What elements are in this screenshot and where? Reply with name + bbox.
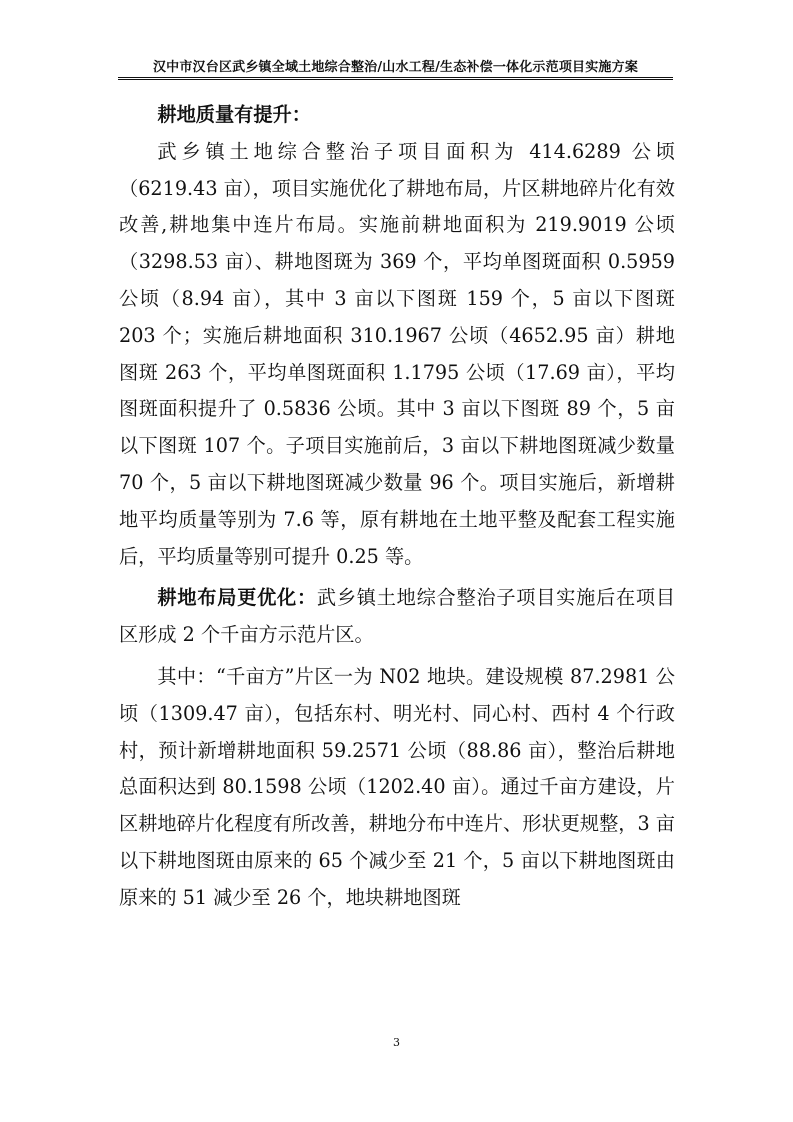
header-rule-thin — [118, 79, 673, 80]
header-rule — [118, 77, 673, 78]
body-text — [119, 97, 675, 917]
section-heading-quality — [119, 97, 675, 134]
heading-quality: 耕地质量有提升： — [157, 103, 311, 126]
running-header: 汉中市汉台区武乡镇全域土地综合整治/山水工程/生态补偿一体化示范项目实施方案 — [152, 60, 639, 75]
paragraph-layout — [119, 580, 675, 654]
paragraph-qianmufang: 其中：“千亩方”片区一为 N02 地块。建设规模 87.2981 公顷（1309.47 亩），包括东村、明光村、同心村、西村 4 个行政村，预计新增耕地面积 59.2571 公顷（88.86 亩），整治后耕地总面积达到 80.1598 公顷（1202.40 亩）。通过千亩方建设，片区耕地碎片化程度有所改善，耕地分布中连片、形状更规整，3 亩以下耕地图斑由原来的 65 个减少至 21 个，5 亩以下耕地图斑由原来的 51 减少至 26 个，地块耕地图斑 — [119, 664, 675, 909]
paragraph-quality: 武乡镇土地综合整治子项目面积为 414.6289 公顷（6219.43 亩），项目实施优化了耕地布局，片区耕地碎片化有效改善,耕地集中连片布局。实施前耕地面积为 219.9019 公顷（3298.53 亩）、耕地图斑为 369 个，平均单图斑面积 0.5959 公顷（8.94 亩），其中 3 亩以下图斑 159 个，5 亩以下图斑 203 个；实施后耕地面积 310.1967 公顷（4652.95 亩）耕地图斑 263 个，平均单图斑面积 1.1795 公顷（17.69 亩），平均图斑面积提升了 0.5836 公顷。其中 3 亩以下图斑 89 个，5 亩以下图斑 107 个。子项目实施前后，3 亩以下耕地图斑减少数量 70 个，5 亩以下耕地图斑减少数量 96 个。项目实施后，新增耕地平均质量等别为 7.6 等，原有耕地在土地平整及配套工程实施后，平均质量等别可提升 0.25 等。 — [119, 139, 675, 568]
page-number: 3 — [393, 1036, 400, 1049]
paragraph-layout-text: 武乡镇土地综合整治子项目实施后在项目区形成 2 个千亩方示范片区。 — [119, 586, 676, 647]
heading-layout: 耕地布局更优化： — [157, 586, 317, 610]
